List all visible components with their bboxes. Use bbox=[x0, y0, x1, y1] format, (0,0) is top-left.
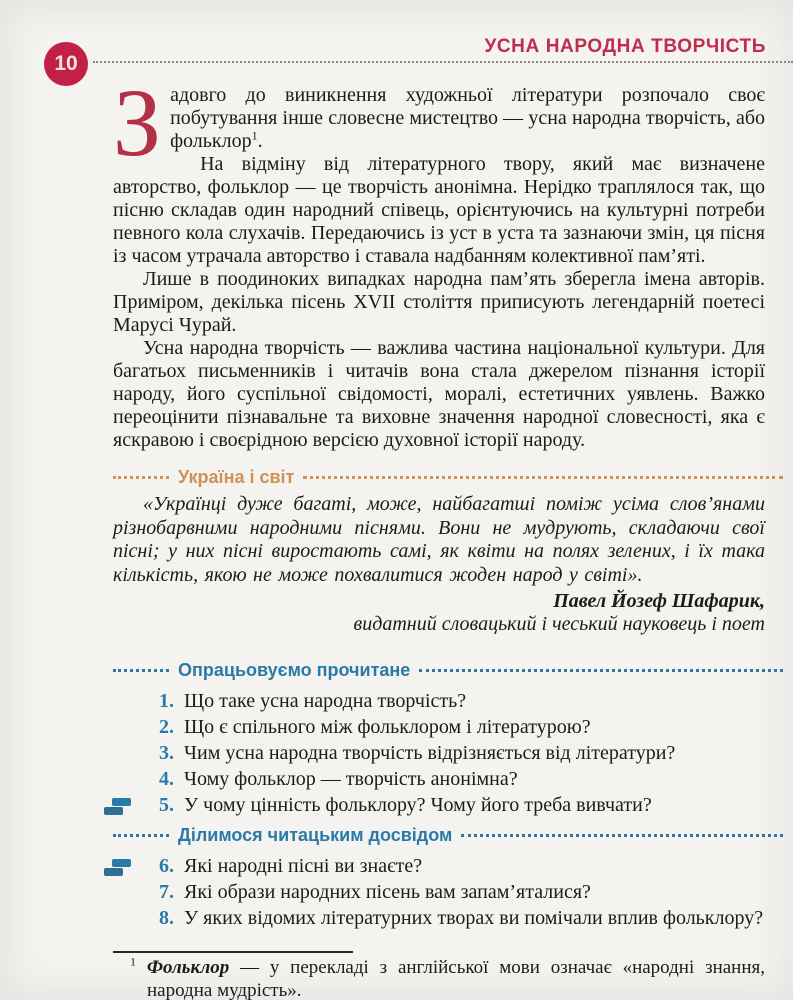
footnote-reference-marker: 1 bbox=[251, 128, 258, 143]
question-number: 3. bbox=[159, 742, 174, 764]
question-item-1 bbox=[149, 688, 765, 714]
discussion-icon bbox=[104, 859, 131, 876]
discussion-icon bbox=[104, 798, 131, 815]
footnote-definition: — у перекладі з англійської мови означає «народні знання, народна мудрість». bbox=[147, 957, 765, 1000]
paragraph-intro bbox=[113, 69, 765, 176]
question-text: Які образи народних пісень вам запам’яталися? bbox=[184, 881, 591, 903]
question-list-1 bbox=[149, 688, 765, 818]
question-text: Чому фольклор — творчість анонімна? bbox=[184, 768, 518, 790]
question-text: У чому цінність фольклору? Чому його треба вивчати? bbox=[184, 794, 652, 816]
question-number: 7. bbox=[159, 881, 174, 903]
rubric-share-reading-experience bbox=[113, 825, 765, 846]
dotted-rule-left bbox=[113, 476, 169, 479]
footnote-rule bbox=[113, 951, 353, 953]
question-number: 4. bbox=[159, 768, 174, 790]
paragraph-intro-tail: . bbox=[257, 130, 263, 152]
question-number: 6. bbox=[159, 855, 174, 877]
question-item-2 bbox=[149, 714, 765, 740]
header-dotted-rule bbox=[93, 61, 793, 63]
footnote-text bbox=[113, 956, 765, 1000]
question-item-5 bbox=[149, 792, 765, 818]
question-list-2 bbox=[149, 853, 765, 931]
paragraph-3: Лише в поодиноких випадках народна пам’ять зберегла імена авторів. Приміром, декілька пісень XVII століття приписують легендарній поетесі Марусі Чурай. bbox=[113, 268, 765, 336]
page-content bbox=[113, 69, 765, 931]
chapter-title: УСНА НАРОДНА ТВОРЧІСТЬ bbox=[484, 36, 766, 57]
question-item-3 bbox=[149, 740, 765, 766]
paragraph-intro-text: адовго до виникнення художньої літератури розпочало своє побутування інше словесне мистецтво — усна народна творчість, або фольклор bbox=[170, 84, 765, 152]
speech-bubble-bottom bbox=[104, 868, 123, 876]
dotted-rule-left bbox=[113, 834, 169, 837]
dropcap-letter: З bbox=[113, 69, 162, 176]
question-number: 2. bbox=[159, 716, 174, 738]
question-text: У яких відомих літературних творах ви помічали вплив фольклору? bbox=[184, 907, 764, 929]
question-item-8 bbox=[149, 905, 765, 931]
question-number: 5. bbox=[159, 794, 174, 816]
footnote-term: Фольклор bbox=[146, 957, 230, 978]
quote-author-role: видатний словацький і чеський науковець і поет bbox=[353, 613, 765, 635]
page-number-badge: 10 bbox=[44, 42, 88, 86]
question-number: 1. bbox=[159, 690, 174, 712]
question-number: 8. bbox=[159, 907, 174, 929]
speech-bubble-top bbox=[112, 859, 131, 867]
dotted-rule-left bbox=[113, 669, 169, 672]
rubric-process-reading bbox=[113, 660, 765, 681]
footnote-number: 1 bbox=[130, 954, 136, 969]
dotted-rule-right bbox=[419, 669, 783, 672]
rubric-ukraine-and-world-label: Україна і світ bbox=[178, 467, 295, 487]
question-text: Чим усна народна творчість відрізняється від літератури? bbox=[184, 742, 676, 764]
footnote bbox=[113, 951, 765, 1000]
question-item-4 bbox=[149, 766, 765, 792]
quote-author-name: Павел Йозеф Шафарик, bbox=[553, 590, 765, 612]
rubric-process-reading-label: Опрацьовуємо прочитане bbox=[178, 660, 411, 680]
speech-bubble-top bbox=[112, 798, 131, 806]
speech-bubble-bottom bbox=[104, 807, 123, 815]
paragraph-4: Усна народна творчість — важлива частина національної культури. Для багатьох письменників і читачів вона стала джерелом пізнання історії народу, його суспільної свідомості, моралі, естетичних уявлень. Важко переоцінити пізнавальне та виховне значення народної словесності, яка є яскравою і своєрідною версією духовної історії народу. bbox=[113, 337, 765, 451]
dotted-rule-right bbox=[303, 476, 783, 479]
question-item-6 bbox=[149, 853, 765, 879]
rubric-ukraine-and-world bbox=[113, 467, 765, 488]
question-text: Що таке усна народна творчість? bbox=[184, 690, 467, 712]
question-text: Що є спільного між фольклором і літературою? bbox=[184, 716, 591, 738]
paragraph-2: На відміну від літературного твору, який має визначене авторство, фольклор — це творчість анонімна. Нерідко траплялося так, що пісню складав один народний співець, орієнтуючись на культурні потреби певного кола слухачів. Передаючись із уст в уста та зазнаючи змін, ця пісня із часом утрачала авторство і ставала надбанням колективної пам’яті. bbox=[113, 153, 765, 267]
rubric-share-reading-experience-label: Ділимося читацьким досвідом bbox=[178, 825, 453, 845]
question-text: Які народні пісні ви знаєте? bbox=[184, 855, 423, 877]
dotted-rule-right bbox=[461, 834, 783, 837]
question-item-7 bbox=[149, 879, 765, 905]
quote-text: «Українці дуже багаті, може, найбагатші поміж усіма слов’янами різнобарвними народними піснями. Вони не мудрують, складаючи свої пісні; у них пісні виростають самі, як квіти на полях зелених, і їх така кількість, якою не може похвалитися жоден народ у світі». bbox=[113, 493, 765, 586]
